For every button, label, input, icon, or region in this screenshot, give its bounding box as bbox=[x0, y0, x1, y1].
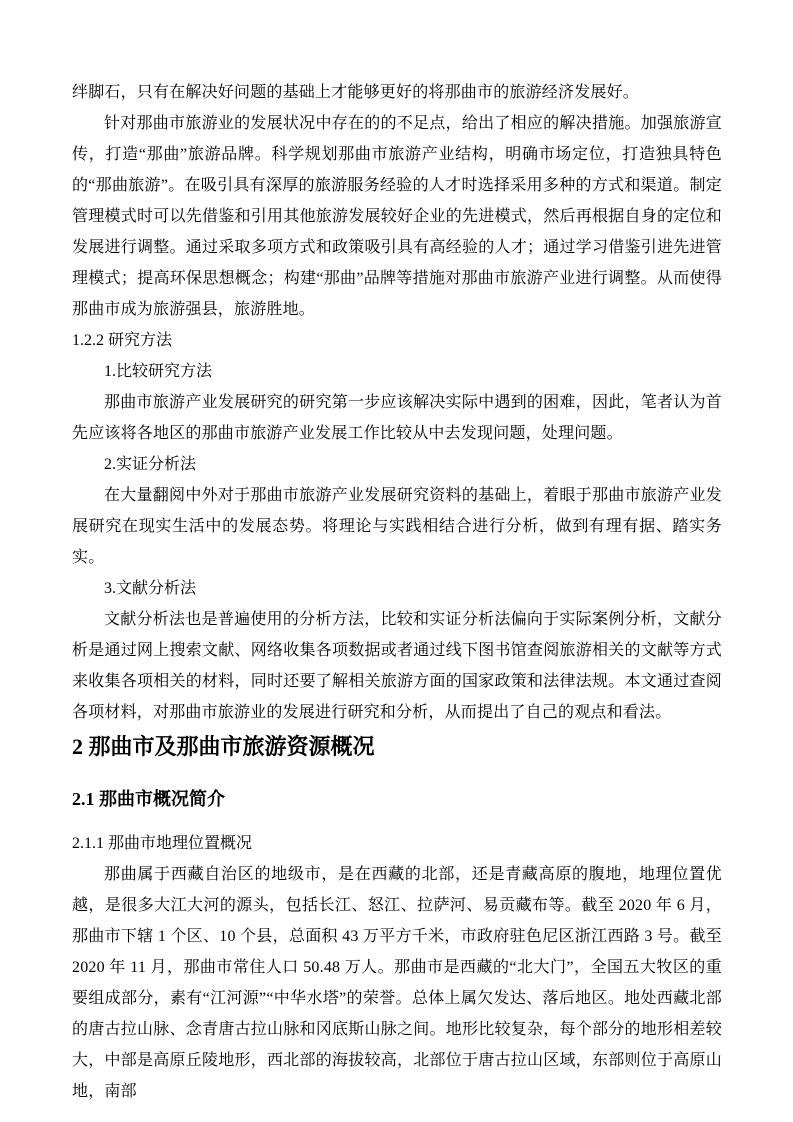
chapter-heading: 2 那曲市及那曲市旅游资源概况 bbox=[72, 734, 375, 759]
method-1-paragraph: 那曲市旅游产业发展研究的研究第一步应该解决实际中遇到的困难，因此，笔者认为首先应该将各地区的那曲市旅游产业发展工作比较从中去发现问题，处理问题。 bbox=[72, 394, 722, 442]
paragraph-carryover: 绊脚石，只有在解决好问题的基础上才能够更好的将那曲市的旅游经济发展好。 bbox=[72, 84, 640, 101]
method-1-title: 1.比较研究方法 bbox=[104, 363, 213, 380]
method-3-paragraph: 文献分析法也是普遍使用的分析方法，比较和实证分析法偏向于实际案例分析，文献分析是通过网上搜索文献、网络收集各项数据或者通过线下图书馆查阅旅游相关的文献等方式来收集各项相关的材料，同时还要了解相关旅游方面的国家政策和法律法规。本文通过查阅各项材料，对那曲市旅游业的发展进行研究和分析，从而提出了自己的观点和看法。 bbox=[72, 611, 722, 721]
method-2-title: 2.实证分析法 bbox=[104, 456, 197, 473]
paragraph-geography: 那曲属于西藏自治区的地级市，是在西藏的北部，还是青藏高原的腹地，地理位置优越，是很多大江大河的源头，包括长江、怒江、拉萨河、易贡藏布等。截至 2020 年 6 月，那曲市下辖 1 个区、10 个县，总面积 43 万平方千米，市政府驻色尼区浙江西路 3 号。截至 2020 年 11 月，那曲市常住人口 50.48 万人。那曲市是西藏的“北大门”，全国五大牧区的重要组成部分，素有“江河源”“中华水塔”的荣誉。总体上属欠发达、落后地区。地处西藏北部的唐古拉山脉、念青唐古拉山脉和冈底斯山脉之间。地形比较复杂，每个部分的地形相差较大，中部是高原丘陵地形，西北部的海拔较高，北部位于唐古拉山区域，东部则位于高原山地，南部 bbox=[72, 866, 722, 1100]
method-3-title: 3.文献分析法 bbox=[104, 580, 197, 597]
method-2-paragraph: 在大量翻阅中外对于那曲市旅游产业发展研究资料的基础上，着眼于那曲市旅游产业发展研究在现实生活中的发展态势。将理论与实践相结合进行分析，做到有理有据、踏实务实。 bbox=[72, 487, 722, 566]
subsection-heading: 2.1.1 那曲市地理位置概况 bbox=[72, 835, 253, 852]
section-heading: 2.1 那曲市概况简介 bbox=[72, 789, 225, 809]
paragraph-solutions: 针对那曲市旅游业的发展状况中存在的的不足点，给出了相应的解决措施。加强旅游宣传，打造“那曲”旅游品牌。科学规划那曲市旅游产业结构，明确市场定位，打造独具特色的“那曲旅游”。在吸引具有深厚的旅游服务经验的人才时选择采用多种的方式和渠道。制定管理模式时可以先借鉴和引用其他旅游发展较好企业的先进模式，然后再根据自身的定位和发展进行调整。通过采取多项方式和政策吸引具有高经验的人才；通过学习借鉴引进先进管理模式；提高环保思想概念；构建“那曲”品牌等措施对那曲市旅游产业进行调整。从而使得那曲市成为旅游强县，旅游胜地。 bbox=[72, 115, 722, 318]
heading-1-2-2: 1.2.2 研究方法 bbox=[72, 332, 173, 349]
